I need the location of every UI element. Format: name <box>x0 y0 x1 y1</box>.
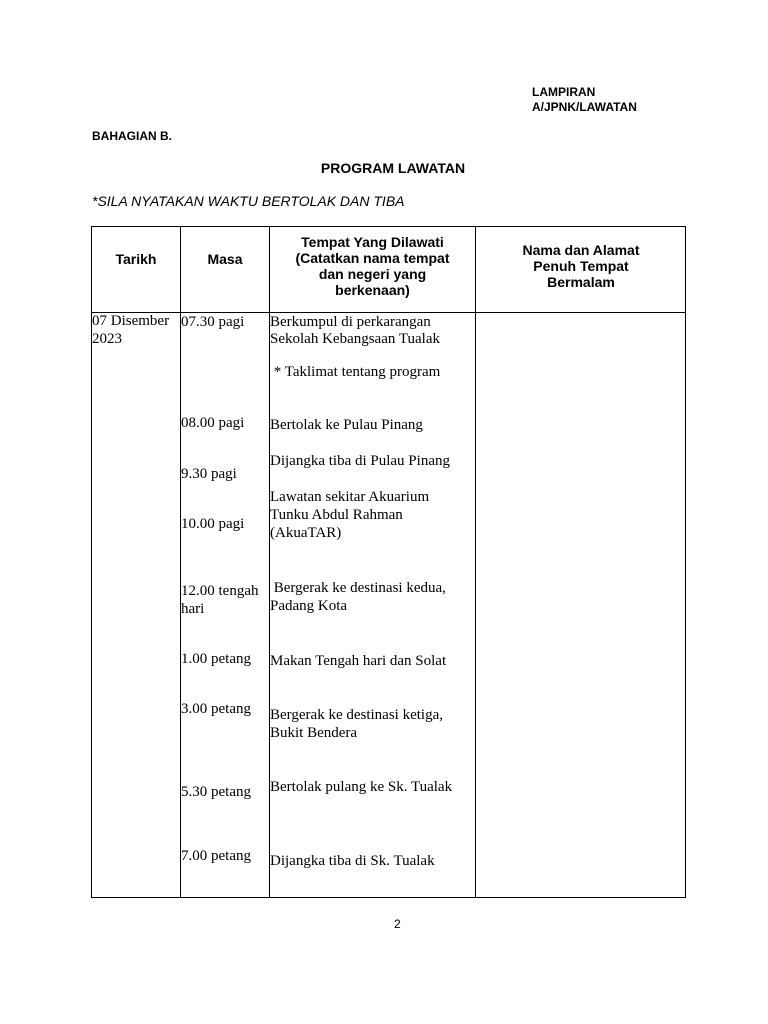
place-cell: Berkumpul di perkarangan <box>270 314 431 330</box>
place-cell: Tunku Abdul Rahman <box>270 507 403 523</box>
column-divider <box>475 227 476 897</box>
place-cell: Lawatan sekitar Akuarium <box>270 489 430 505</box>
header-tempat-line: Tempat Yang Dilawati <box>301 234 444 250</box>
time-cell: 12.00 tengah <box>181 583 259 599</box>
date-cell <box>92 312 169 348</box>
place-cell: Bukit Bendera <box>270 725 358 741</box>
time-cell: hari <box>181 601 205 617</box>
time-cell: 5.30 petang <box>181 784 251 800</box>
place-cell: * Taklimat tentang program <box>270 364 441 380</box>
time-cell: 1.00 petang <box>181 651 251 667</box>
place-cell: Bergerak ke destinasi kedua, <box>270 580 446 596</box>
header-tarikh: Tarikh <box>115 251 157 267</box>
lampiran-line-2: A/JPNK/LAWATAN <box>532 100 637 114</box>
time-cell: 7.00 petang <box>181 848 251 864</box>
time-cell: 3.00 petang <box>181 701 251 717</box>
place-cell: Dijangka tiba di Pulau Pinang <box>270 453 450 469</box>
place-cell: Dijangka tiba di Sk. Tualak <box>270 853 435 869</box>
section-label: BAHAGIAN B. <box>92 129 172 143</box>
date-line: 2023 <box>92 331 122 347</box>
header-nama-alamat <box>476 242 686 290</box>
lampiran-reference <box>532 85 637 115</box>
header-nama-line: Bermalam <box>547 274 615 290</box>
lampiran-line-1: LAMPIRAN <box>532 85 596 99</box>
place-cell: Sekolah Kebangsaan Tualak <box>270 331 440 347</box>
place-cell: Makan Tengah hari dan Solat <box>270 653 447 669</box>
date-line: 07 Disember <box>92 313 170 329</box>
time-cell: 07.30 pagi <box>181 314 245 330</box>
page-number: 2 <box>394 917 401 931</box>
header-tempat-line: dan negeri yang <box>318 266 427 282</box>
time-cell: 10.00 pagi <box>181 516 245 532</box>
header-tempat-line: berkenaan) <box>335 282 410 298</box>
instruction-note: *SILA NYATAKAN WAKTU BERTOLAK DAN TIBA <box>92 193 405 209</box>
program-table <box>91 226 686 898</box>
place-cell: Bertolak ke Pulau Pinang <box>270 417 423 433</box>
place-cell: (AkuaTAR) <box>270 525 342 541</box>
place-cell: Padang Kota <box>270 598 348 614</box>
header-nama-line: Penuh Tempat <box>533 258 629 274</box>
header-tempat <box>270 234 475 298</box>
place-cell: Bertolak pulang ke Sk. Tualak <box>270 779 453 795</box>
time-cell: 08.00 pagi <box>181 415 245 431</box>
place-cell: Bergerak ke destinasi ketiga, <box>270 707 443 723</box>
header-tempat-line: (Catatkan nama tempat <box>295 250 450 266</box>
time-cell: 9.30 pagi <box>181 466 237 482</box>
header-nama-line: Nama dan Alamat <box>522 242 640 258</box>
header-masa: Masa <box>207 251 243 267</box>
page-title: PROGRAM LAWATAN <box>320 160 466 176</box>
